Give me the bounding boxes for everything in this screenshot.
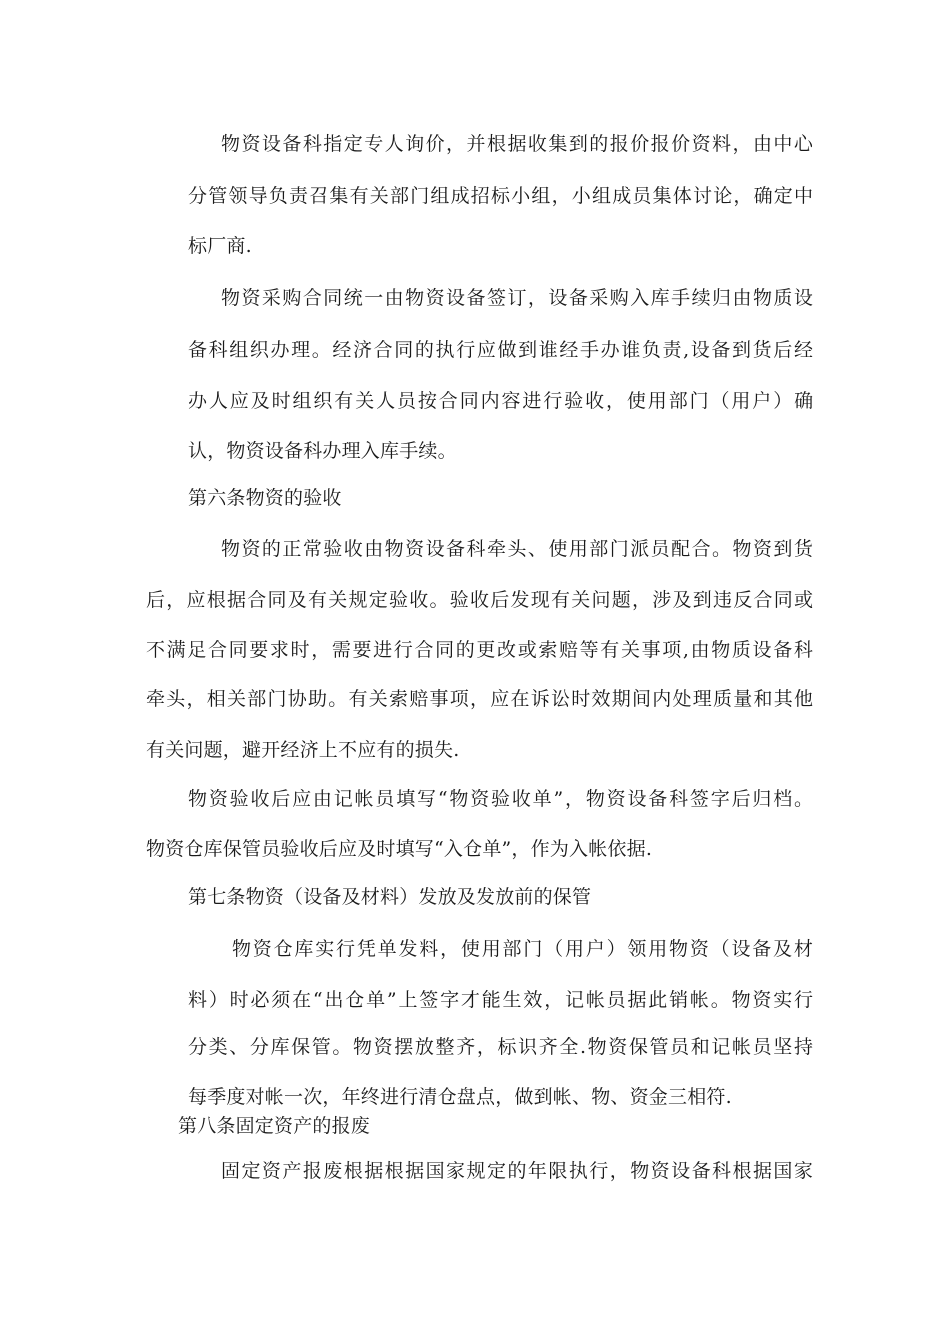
text-line: 物资仓库实行凭单发料，使用部门（用户）领用物资（设备及材 xyxy=(232,938,815,960)
section-heading-article-7: 第七条物资（设备及材料）发放及发放前的保管 xyxy=(188,886,592,908)
text-line: 后，应根据合同及有关规定验收。验收后发现有关问题，涉及到违反合同或 xyxy=(146,589,815,611)
text-line: 分管领导负责召集有关部门组成招标小组，小组成员集体讨论，确定中 xyxy=(188,185,815,207)
text-line: 物资的正常验收由物资设备科牵头、使用部门派员配合。物资到货 xyxy=(221,538,815,560)
text-line: 不满足合同要求时，需要进行合同的更改或索赔等有关事项,由物质设备科 xyxy=(146,639,815,661)
text-line: 标厂商. xyxy=(188,235,252,257)
text-line: 物资设备科指定专人询价，并根据收集到的报价报价资料，由中心 xyxy=(221,133,815,155)
text-line: 分类、分库保管。物资摆放整齐，标识齐全.物资保管员和记帐员坚持 xyxy=(188,1036,815,1058)
text-line: 物资采购合同统一由物资设备签订，设备采购入库手续归由物质设 xyxy=(221,287,815,309)
text-line: 牵头，相关部门协助。有关索赔事项，应在诉讼时效期间内处理质量和其他 xyxy=(146,688,815,710)
text-line: 有关问题，避开经济上不应有的损失. xyxy=(146,739,460,761)
section-heading-article-8: 第八条固定资产的报废 xyxy=(178,1115,371,1137)
text-line: 料）时必须在“出仓单”上签字才能生效，记帐员据此销帐。物资实行 xyxy=(188,989,815,1011)
text-line: 每季度对帐一次，年终进行清仓盘点，做到帐、物、资金三相符. xyxy=(188,1086,732,1108)
text-line: 办人应及时组织有关人员按合同内容进行验收，使用部门（用户）确 xyxy=(188,390,816,412)
text-line: 物资验收后应由记帐员填写“物资验收单”，物资设备科签字后归档。 xyxy=(188,788,815,810)
text-line: 物资仓库保管员验收后应及时填写“入仓单”，作为入帐依据. xyxy=(146,838,653,860)
text-line: 固定资产报废根据根据国家规定的年限执行，物资设备科根据国家 xyxy=(221,1160,815,1182)
text-line: 备科组织办理。经济合同的执行应做到谁经手办谁负责,设备到货后经 xyxy=(188,339,815,361)
section-heading-article-6: 第六条物资的验收 xyxy=(188,487,342,509)
text-line: 认，物资设备科办理入库手续。 xyxy=(188,440,457,462)
